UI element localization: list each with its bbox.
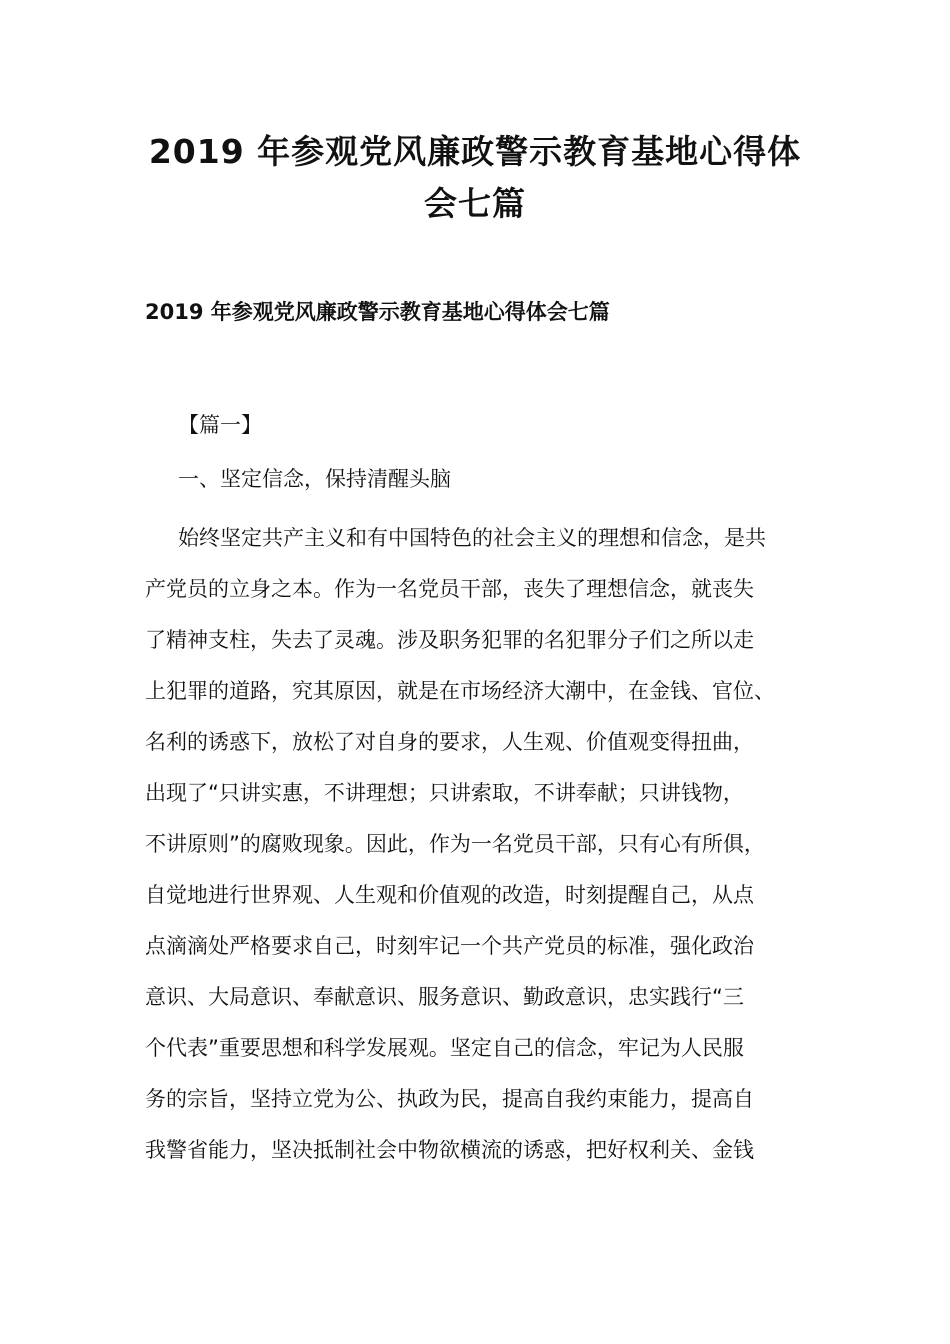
paragraph-line: 始终坚定共产主义和有中国特色的社会主义的理想和信念，是共 <box>178 526 766 550</box>
paragraph-line: 上犯罪的道路，究其原因，就是在市场经济大潮中，在金钱、官位、 <box>145 679 775 703</box>
paragraph-line: 了精神支柱，失去了灵魂。涉及职务犯罪的名犯罪分子们之所以走 <box>145 628 754 652</box>
section-heading: 一、坚定信念，保持清醒头脑 <box>178 467 451 491</box>
paragraph-line: 意识、大局意识、奉献意识、服务意识、勤政意识，忠实践行“三 <box>145 985 744 1009</box>
paragraph-line: 我警省能力，坚决抵制社会中物欲横流的诱惑，把好权利关、金钱 <box>145 1138 754 1162</box>
section-label: 【篇一】 <box>178 413 262 437</box>
paragraph-line: 点滴滴处严格要求自己，时刻牢记一个共产党员的标准，强化政治 <box>145 934 754 958</box>
document-subtitle: 2019 年参观党风廉政警示教育基地心得体会七篇 <box>145 300 610 324</box>
paragraph-line: 务的宗旨，坚持立党为公、执政为民，提高自我约束能力，提高自 <box>145 1087 754 1111</box>
paragraph-line: 名利的诱惑下，放松了对自身的要求，人生观、价值观变得扭曲， <box>145 730 754 754</box>
body-paragraph <box>145 520 805 1183</box>
paragraph-line: 产党员的立身之本。作为一名党员干部，丧失了理想信念，就丧失 <box>145 577 754 601</box>
document-title: 2019 年参观党风廉政警示教育基地心得体会七篇 <box>148 132 802 223</box>
paragraph-line: 不讲原则”的腐败现象。因此，作为一名党员干部，只有心有所俱， <box>145 832 765 856</box>
paragraph-line: 自觉地进行世界观、人生观和价值观的改造，时刻提醒自己，从点 <box>145 883 754 907</box>
paragraph-line: 个代表”重要思想和科学发展观。坚定自己的信念，牢记为人民服 <box>145 1036 744 1060</box>
paragraph-line: 出现了“只讲实惠，不讲理想；只讲索取，不讲奉献；只讲钱物， <box>145 781 744 805</box>
